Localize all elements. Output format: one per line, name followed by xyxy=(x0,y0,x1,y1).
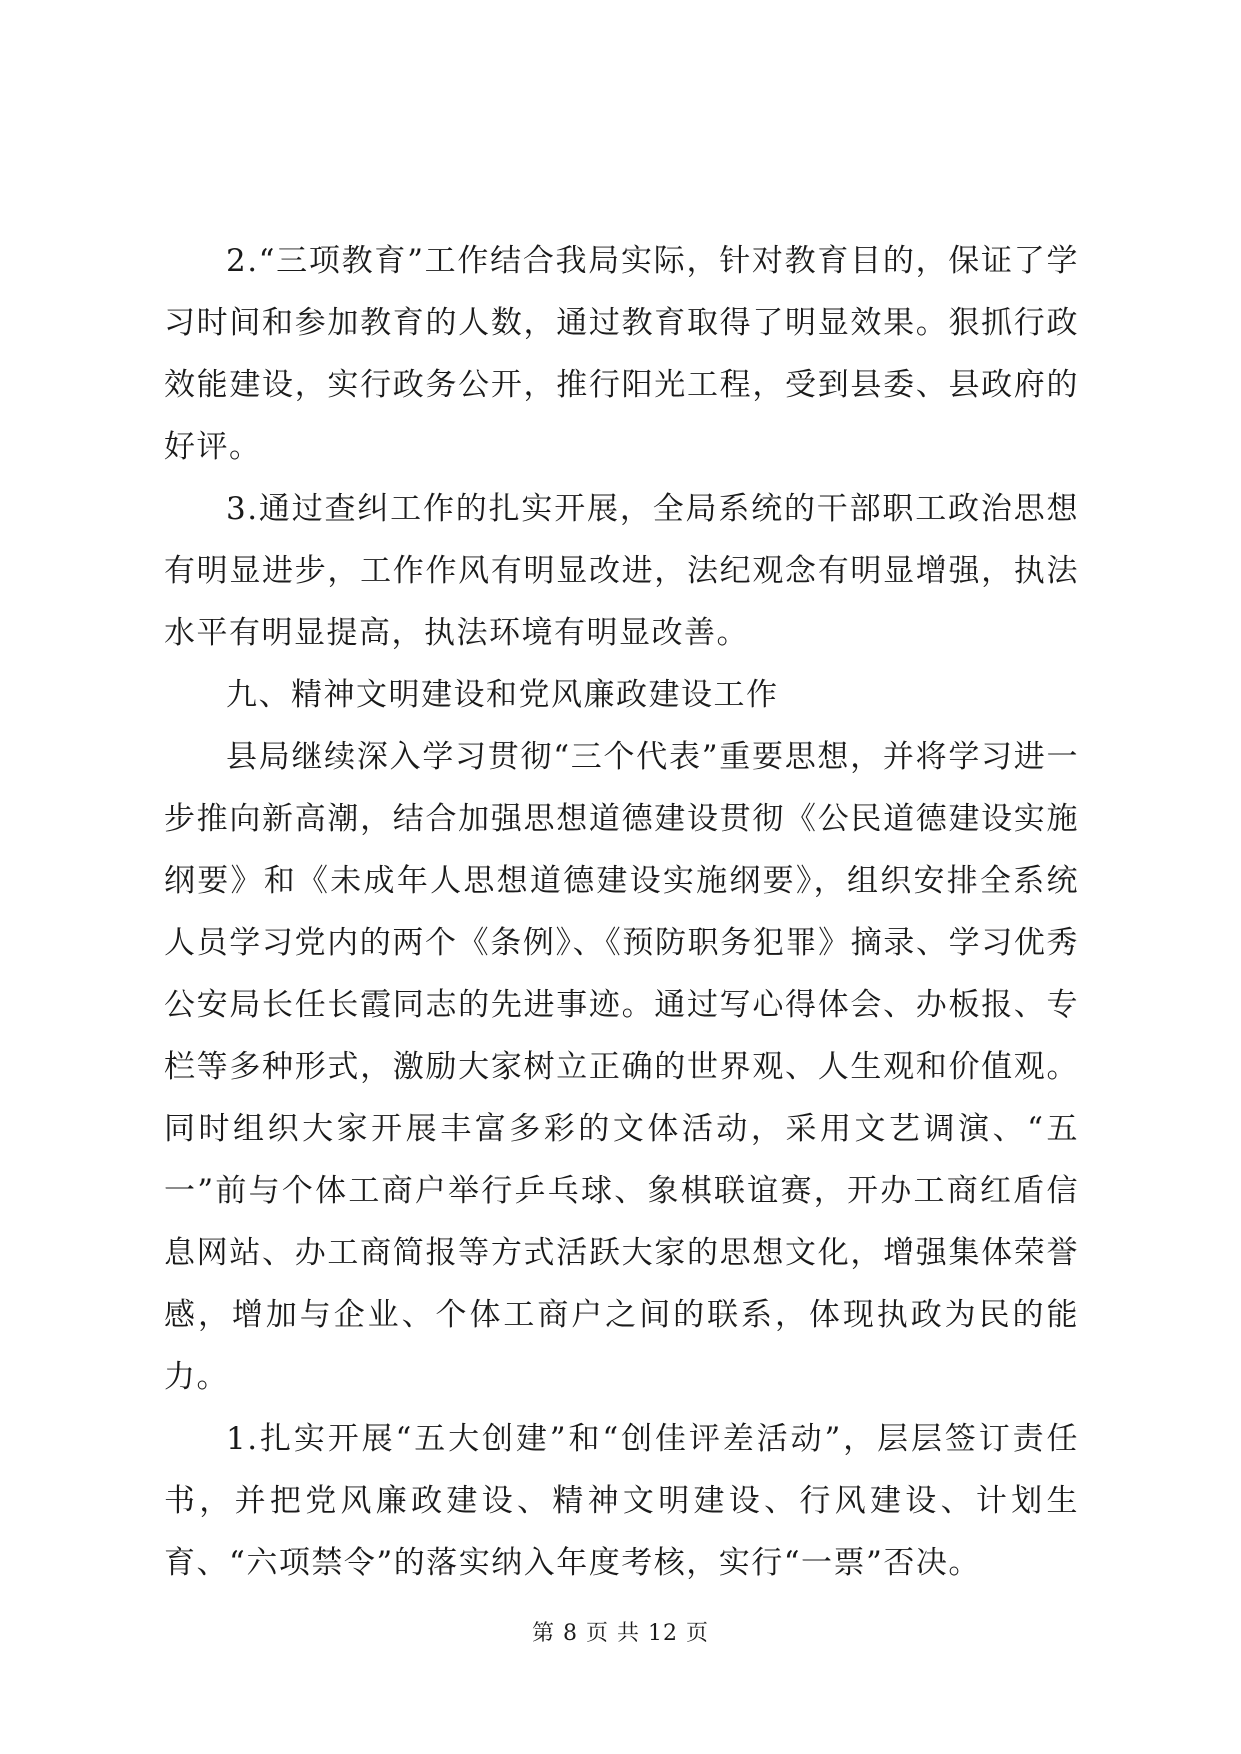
paragraph-inspection-results: 3.通过查纠工作的扎实开展，全局系统的干部职工政治思想有明显进步，工作作风有明显改进，法纪观念有明显增强，执法水平有明显提高，执法环境有明显改善。 xyxy=(164,491,1079,651)
paragraph-five-creations: 1.扎实开展“五大创建”和“创佳评差活动”，层层签订责任书，并把党风廉政建设、精神文明建设、行风建设、计划生育、“六项禁令”的落实纳入年度考核，实行“一票”否决。 xyxy=(164,1421,1079,1581)
paragraph-spiritual-civilization: 县局继续深入学习贯彻“三个代表”重要思想，并将学习进一步推向新高潮，结合加强思想道德建设贯彻《公民道德建设实施纲要》和《未成年人思想道德建设实施纲要》，组织安排全系统人员学习党内的两个《条例》、《预防职务犯罪》摘录、学习优秀公安局长任长霞同志的先进事迹。通过写心得体会、办板报、专栏等多种形式，激励大家树立正确的世界观、人生观和价值观。同时组织大家开展丰富多彩的文体活动，采用文艺调演、“五一”前与个体工商户举行乒乓球、象棋联谊赛，开办工商红盾信息网站、办工商简报等方式活跃大家的思想文化，增强集体荣誉感，增加与企业、个体工商户之间的联系，体现执政为民的能力。 xyxy=(164,739,1079,1395)
document-body xyxy=(164,230,1079,1594)
page-footer: 第 8 页 共 12 页 xyxy=(532,1621,709,1646)
paragraph-education-results: 2.“三项教育”工作结合我局实际，针对教育目的，保证了学习时间和参加教育的人数，通过教育取得了明显效果。狠抓行政效能建设，实行政务公开，推行阳光工程，受到县委、县政府的好评。 xyxy=(164,243,1079,465)
section-heading: 九、精神文明建设和党风廉政建设工作 xyxy=(226,677,779,713)
